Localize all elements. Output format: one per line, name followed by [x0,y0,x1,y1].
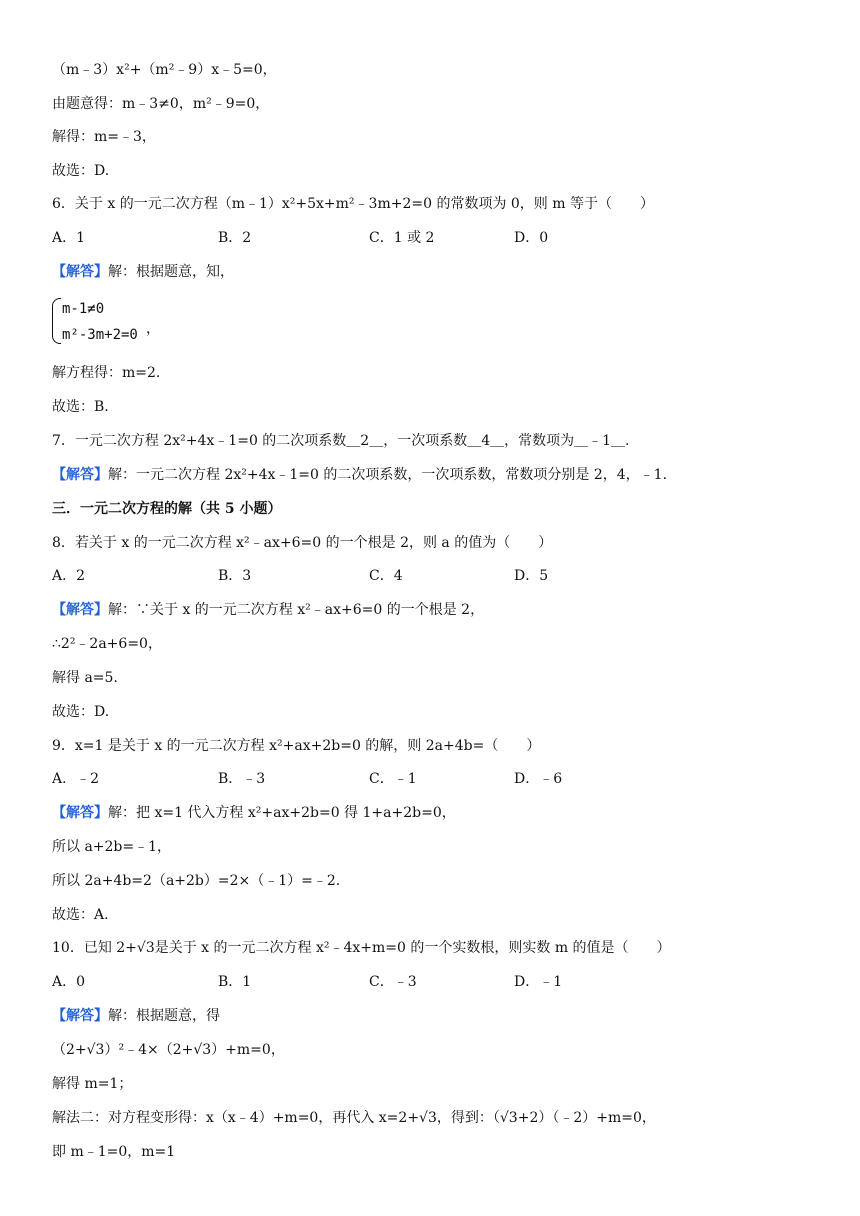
answer-line [52,262,234,282]
text-line: 故选：D. [52,704,110,720]
option-b: B．2 [218,230,252,246]
answer-text: 解：∵关于 x 的一元二次方程 x²﹣ax+6=0 的一个根是 2， [108,602,485,618]
answer-line [52,600,484,620]
option-c: C．4 [369,568,403,584]
question-8: 8．若关于 x 的一元二次方程 x²﹣ax+6=0 的一个根是 2，则 a 的值为（ ） [52,535,553,551]
answer-text: 解：根据题意，得 [108,1008,220,1024]
answer-tag: 【解答】 [52,1008,108,1024]
option-d: D．0 [514,230,549,246]
text-line: 解得 m=1； [52,1076,133,1092]
option-d: D．﹣6 [514,771,563,787]
answer-line [52,465,667,485]
answer-tag: 【解答】 [52,467,108,483]
text-line: （2+√3）²﹣4×（2+√3）+m=0， [52,1042,285,1058]
text-line: （m﹣3）x²+（m²﹣9）x﹣5=0， [52,62,277,78]
text-line: 解得：m=﹣3， [52,129,156,145]
option-c: C．﹣1 [369,771,417,787]
question-7: 7．一元二次方程 2x²+4x﹣1=0 的二次项系数＿2＿，一次项系数＿4＿，常数项为＿﹣1＿. [52,433,630,449]
answer-text: 解：根据题意，知， [108,264,234,280]
option-b: B．3 [218,568,252,584]
text-line: 故选：B. [52,399,109,415]
text-line: 由题意得：m﹣3≠0，m²﹣9=0， [52,96,270,112]
text-line: 故选：A. [52,907,109,923]
answer-tag: 【解答】 [52,805,108,821]
answer-text: 解：一元二次方程 2x²+4x﹣1=0 的二次项系数，一次项系数，常数项分别是 2，4，﹣1. [108,467,668,483]
text-line: 即 m﹣1=0，m=1 [52,1144,176,1160]
option-a: A．0 [52,974,86,990]
system-eq-1: m-1≠0 [62,301,105,317]
question-9: 9．x=1 是关于 x 的一元二次方程 x²+ax+2b=0 的解，则 2a+4b=（ ） [52,738,541,754]
answer-text: 解：把 x=1 代入方程 x²+ax+2b=0 得 1+a+2b=0， [108,805,456,821]
section-heading: 三．一元二次方程的解（共 5 小题） [52,501,282,517]
option-d: D．﹣1 [514,974,563,990]
answer-line [52,1006,220,1026]
system-eq-2: m²-3m+2=0 [62,327,138,343]
text-line: 所以 a+2b=﹣1， [52,839,172,855]
text-line: 解法二：对方程变形得：x（x﹣4）+m=0，再代入 x=2+√3，得到：（√3+2）（﹣2）+m=0， [52,1110,656,1126]
system-brace [52,298,61,344]
option-c: C．1 或 2 [369,230,435,246]
text-line: 解得 a=5. [52,670,118,686]
option-a: A．2 [52,568,86,584]
option-b: B．﹣3 [218,771,266,787]
answer-tag: 【解答】 [52,602,108,618]
text-line: 所以 2a+4b=2（a+2b）=2×（﹣1）=﹣2. [52,873,341,889]
option-c: C．﹣3 [369,974,417,990]
question-10: 10．已知 2+√3是关于 x 的一元二次方程 x²﹣4x+m=0 的一个实数根，则实数 m 的值是（ ） [52,940,671,956]
text-line: 解方程得：m=2. [52,365,161,381]
option-a: A．﹣2 [52,771,100,787]
answer-tag: 【解答】 [52,264,108,280]
option-b: B．1 [218,974,252,990]
text-line: 故选：D. [52,163,110,179]
option-d: D．5 [514,568,549,584]
answer-line [52,803,456,823]
option-a: A．1 [52,230,86,246]
question-6: 6．关于 x 的一元二次方程（m﹣1）x²+5x+m²﹣3m+2=0 的常数项为 0，则 m 等于（ ） [52,196,654,212]
text-line: ∴2²﹣2a+6=0， [52,636,162,652]
system-comma: ， [146,321,160,337]
